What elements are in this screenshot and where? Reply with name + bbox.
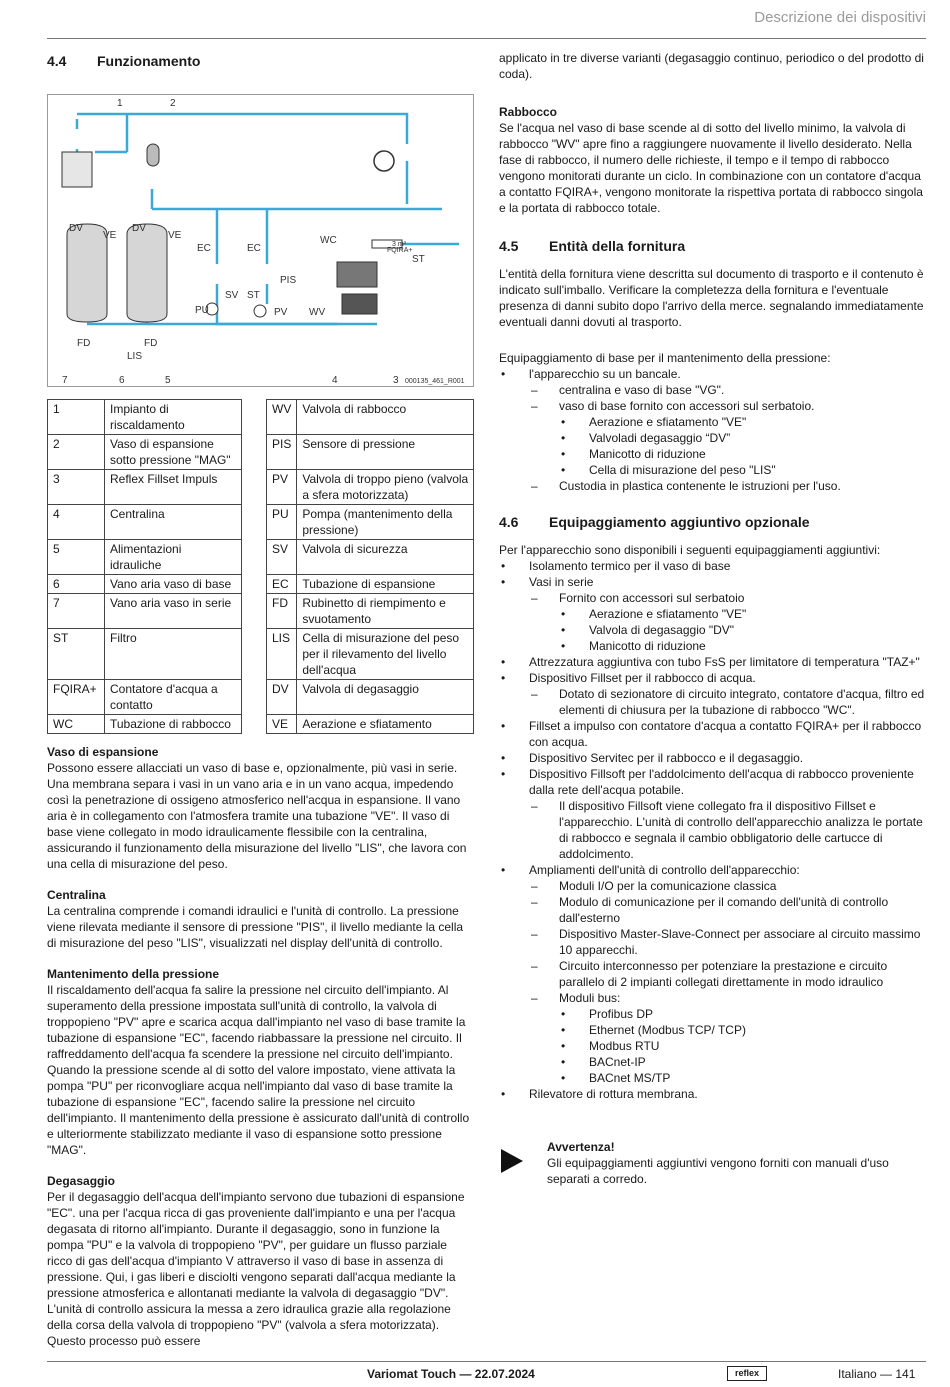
- reflex-logo: reflex: [727, 1366, 767, 1381]
- list-item: • Dispositivo Fillset per il rabbocco di acqua.: [499, 670, 929, 686]
- section-4-5-heading: [499, 238, 929, 254]
- section-number: 4.4: [47, 53, 67, 69]
- legend-row: [48, 594, 474, 629]
- legend-gap: [242, 435, 267, 470]
- header-divider: [47, 38, 926, 39]
- svg-text:DV: DV: [132, 223, 146, 234]
- svg-text:000135_461_R001: 000135_461_R001: [405, 378, 465, 385]
- rabbocco-paragraph: Se l'acqua nel vaso di base scende al di sotto del livello minimo, la valvola di rabbocco "WV" apre fino a raggiungere nuovamente il livello desiderato. Nella fase di rabbocco, il numero delle richieste, il tempo e il tempo di rabbocco vengono monitorati durante un ciclo. In combinazione con un contatore d'acqua a contatto FQIRA+, vengono monitorate la rispettiva portata di rabbocco singola e la portata di rabbocco totale.: [499, 121, 923, 215]
- list-item: – centralina e vaso di base "VG".: [499, 382, 929, 398]
- list-item: • Aerazione e sfiatamento "VE": [499, 606, 929, 622]
- legend-cell: Filtro: [105, 629, 242, 680]
- legend-cell: Vaso di espansione sotto pressione "MAG": [105, 435, 242, 470]
- list-item: • Modbus RTU: [499, 1038, 929, 1054]
- warning-title: Avvertenza!: [547, 1140, 615, 1154]
- list-item: • Valvoladi degasaggio “DV”: [499, 430, 929, 446]
- list-item: – Dotato di sezionatore di circuito integrato, contatore d'acqua, filtro ed elementi di chiusura per la tubazione di rabbocco "WC".: [499, 686, 929, 718]
- footer-title: Variomat Touch — 22.07.2024: [367, 1367, 535, 1381]
- list-item: • Aerazione e sfiatamento "VE": [499, 414, 929, 430]
- list-item: • Cella di misurazione del peso "LIS": [499, 462, 929, 478]
- legend-cell: 7: [48, 594, 105, 629]
- left-column: [47, 744, 475, 1364]
- legend-gap: [242, 575, 267, 594]
- legend-cell: Impianto di riscaldamento: [105, 400, 242, 435]
- legend-cell: PU: [267, 505, 297, 540]
- legend-gap: [242, 680, 267, 715]
- legend-cell: Cella di misurazione del peso per il rilevamento del livello dell'acqua: [297, 629, 474, 680]
- legend-cell: Centralina: [105, 505, 242, 540]
- list-item: • BACnet MS/TP: [499, 1070, 929, 1086]
- legend-cell: Vano aria vaso di base: [105, 575, 242, 594]
- list-item: • Isolamento termico per il vaso di base: [499, 558, 929, 574]
- svg-text:VE: VE: [168, 230, 182, 241]
- legend-cell: Aerazione e sfiatamento: [297, 715, 474, 734]
- legend-cell: Valvola di troppo pieno (valvola a sfera motorizzata): [297, 470, 474, 505]
- legend-cell: 3: [48, 470, 105, 505]
- svg-text:FD: FD: [144, 338, 158, 349]
- legend-cell: Sensore di pressione: [297, 435, 474, 470]
- legend-gap: [242, 715, 267, 734]
- equip-intro: Equipaggiamento di base per il mantenimento della pressione:: [499, 351, 831, 365]
- svg-text:EC: EC: [247, 243, 261, 254]
- svg-text:3: 3: [393, 375, 399, 386]
- svg-text:WC: WC: [320, 235, 337, 246]
- legend-cell: 1: [48, 400, 105, 435]
- hydraulic-diagram: [47, 94, 474, 387]
- legend-cell: Valvola di sicurezza: [297, 540, 474, 575]
- legend-gap: [242, 400, 267, 435]
- continuation-paragraph: applicato in tre diverse varianti (degasaggio continuo, periodico o del prodotto di coda).: [499, 51, 924, 81]
- centralina-heading: Centralina: [47, 888, 106, 902]
- list-item: – Circuito interconnesso per potenziare la prestazione e circuito parallelo di 2 impianti collegati direttamente in modo idraulico: [499, 958, 929, 990]
- svg-text:LIS: LIS: [127, 351, 143, 362]
- warning-text: Gli equipaggiamenti aggiuntivi vengono forniti con manuali d'uso separati a corredo.: [547, 1156, 889, 1186]
- legend-gap: [242, 470, 267, 505]
- fornitura-paragraph: L'entità della fornitura viene descritta sul documento di trasporto e il contenuto è indicato sull'imballo. Verificare la completezza della fornitura e l'eventuale presenza di danni subito dopo l'arrivo della merce. segnalando immediatamente eventuali danni dovuti al trasporto.: [499, 267, 924, 329]
- list-item: • Vasi in serie: [499, 574, 929, 590]
- section-number: 4.5: [499, 238, 519, 254]
- svg-text:PU: PU: [195, 305, 209, 316]
- list-item: – vaso di base fornito con accessori sul serbatoio.: [499, 398, 929, 414]
- legend-row: [48, 505, 474, 540]
- legend-cell: FQIRA+: [48, 680, 105, 715]
- legend-cell: Valvola di rabbocco: [297, 400, 474, 435]
- legend-cell: 4: [48, 505, 105, 540]
- legend-row: [48, 715, 474, 734]
- svg-text:DV: DV: [69, 223, 83, 234]
- rabbocco-heading: Rabbocco: [499, 105, 558, 119]
- list-item: • Dispositivo Fillsoft per l'addolcimento dell'acqua di rabbocco proveniente dalla rete dell'acqua potabile.: [499, 766, 929, 798]
- svg-text:5: 5: [165, 375, 171, 386]
- section-4-4-heading: [47, 53, 473, 69]
- svg-text:1: 1: [117, 98, 123, 109]
- legend-cell: Tubazione di rabbocco: [105, 715, 242, 734]
- legend-gap: [242, 505, 267, 540]
- svg-text:7: 7: [62, 375, 68, 386]
- footer-page: Italiano — 141: [838, 1367, 916, 1381]
- svg-text:ST: ST: [247, 290, 260, 301]
- legend-cell: Tubazione di espansione: [297, 575, 474, 594]
- legend-cell: VE: [267, 715, 297, 734]
- list-item: – Fornito con accessori sul serbatoio: [499, 590, 929, 606]
- legend-row: [48, 435, 474, 470]
- legend-cell: Pompa (mantenimento della pressione): [297, 505, 474, 540]
- list-item: • Manicotto di riduzione: [499, 638, 929, 654]
- warning-arrow-icon: [501, 1149, 523, 1173]
- svg-text:SV: SV: [225, 290, 239, 301]
- degasaggio-heading: Degasaggio: [47, 1174, 116, 1188]
- equip-list: [499, 366, 929, 494]
- legend-gap: [242, 594, 267, 629]
- vaso-paragraph: Possono essere allacciati un vaso di base e, opzionalmente, più vasi in serie. Una membrana separa i vasi in un vano aria e in un vano acqua, impedendo così la penetrazione di ossigeno atmosferico nell'acqua in espansione. Il vano aria è in collegamento con l'atmosfera tramite una tubazione "VE". Il vaso di base viene collegato in modo idraulicamente flessibile con la centralina, assicurando il funzionamento della misurazione del livello "LIS", che lavora con una cella di misurazione del peso.: [47, 761, 467, 871]
- legend-cell: Alimentazioni idrauliche: [105, 540, 242, 575]
- svg-text:ST: ST: [412, 254, 425, 265]
- section-4-6-heading: [499, 514, 929, 530]
- list-item: • Rilevatore di rottura membrana.: [499, 1086, 929, 1102]
- svg-text:PV: PV: [274, 307, 288, 318]
- degasaggio-paragraph: Per il degasaggio dell'acqua dell'impianto servono due tubazioni di espansione "EC". una per l'acqua ricca di gas proveniente dall'impianto e una per l'acqua degasata di ritorno all'impianto. Durante il degasaggio, sono in funzione la pompa "PU" e la valvola di troppopieno "PV", per guidare un flusso parziale ricco di gas dell'acqua d'impianto V attraverso il vaso di base in assenza di pressione. Qui, i gas liberi e disciolti vengono separati dall'acqua mediante la pressione atmosferica e allontanati mediante la valvola di degasaggio "DV". L'unità di controllo assicura la messa a zero idraulica grazie alla regolazione della corsa della valvola di troppopieno "PV" (valvola a sfera motorizzata). Questo processo può essere: [47, 1190, 465, 1348]
- svg-text:6: 6: [119, 375, 125, 386]
- opt-list: [499, 558, 929, 1102]
- legend-cell: FD: [267, 594, 297, 629]
- legend-row: [48, 540, 474, 575]
- opt-intro: Per l'apparecchio sono disponibili i seguenti equipaggiamenti aggiuntivi:: [499, 543, 881, 557]
- list-item: – Moduli bus:: [499, 990, 929, 1006]
- section-title: Funzionamento: [97, 53, 201, 69]
- legend-table: [47, 399, 474, 734]
- svg-text:2: 2: [170, 98, 176, 109]
- mantenimento-paragraph: Il riscaldamento dell'acqua fa salire la pressione nel circuito dell'impianto. Al superamento della pressione impostata sull'unità di controllo, la valvola di troppopieno "PV" apre e scarica acqua dall'impianto nel vaso di base tramite la tubazione di espansione "EC", facendo riabbassare la pressione nel circuito. Il raffreddamento dell'acqua fa scendere la pressione nel circuito dell'impianto. Quando la pressione scende al di sotto del valore impostato, viene attivata la pompa "PU" per riconvogliare acqua nell'impianto dal vaso di base tramite la tubazione di espansione "EC", facendo salire la pressione nel circuito dell'impianto. Il mantenimento della pressione è assicurato dall'unità di controllo e ulteriormente stabilizzato mediante il vaso di espansione sotto pressione "MAG".: [47, 983, 470, 1157]
- list-item: – Moduli I/O per la comunicazione classica: [499, 878, 929, 894]
- legend-row: [48, 629, 474, 680]
- svg-text:FD: FD: [77, 338, 91, 349]
- list-item: • l'apparecchio su un bancale.: [499, 366, 929, 382]
- list-item: • Profibus DP: [499, 1006, 929, 1022]
- page-header: Descrizione dei dispositivi: [754, 9, 926, 26]
- centralina-paragraph: La centralina comprende i comandi idraulici e l'unità di controllo. La pressione viene rilevata mediante il sensore di pressione "PIS", il livello mediante la cella di misurazione del peso "LIS", visualizzati nel display dell'unità di controllo.: [47, 904, 464, 950]
- section-number: 4.6: [499, 514, 519, 530]
- list-item: – Custodia in plastica contenente le istruzioni per l'uso.: [499, 478, 929, 494]
- legend-row: [48, 470, 474, 505]
- list-item: – Dispositivo Master-Slave-Connect per associare al circuito massimo 10 apparecchi.: [499, 926, 929, 958]
- legend-cell: SV: [267, 540, 297, 575]
- svg-text:VE: VE: [103, 230, 117, 241]
- legend-cell: WC: [48, 715, 105, 734]
- legend-cell: PV: [267, 470, 297, 505]
- warning-box: [499, 1139, 929, 1187]
- legend-cell: DV: [267, 680, 297, 715]
- right-column: [499, 50, 929, 1102]
- legend-row: [48, 575, 474, 594]
- section-title: Entità della fornitura: [549, 238, 686, 254]
- legend-cell: EC: [267, 575, 297, 594]
- list-item: • BACnet-IP: [499, 1054, 929, 1070]
- list-item: • Valvola di degasaggio "DV": [499, 622, 929, 638]
- list-item: • Dispositivo Servitec per il rabbocco e il degasaggio.: [499, 750, 929, 766]
- list-item: • Fillset a impulso con contatore d'acqua a contatto FQIRA+ per il rabbocco con acqua.: [499, 718, 929, 750]
- footer-divider: [47, 1361, 926, 1362]
- legend-cell: Rubinetto di riempimento e svuotamento: [297, 594, 474, 629]
- legend-row: [48, 400, 474, 435]
- legend-row: [48, 680, 474, 715]
- legend-cell: Contatore d'acqua a contatto: [105, 680, 242, 715]
- svg-text:WV: WV: [309, 307, 326, 318]
- legend-gap: [242, 540, 267, 575]
- svg-text:PIS: PIS: [280, 275, 297, 286]
- svg-text:3 m³: 3 m³: [392, 241, 406, 248]
- list-item: • Attrezzatura aggiuntiva con tubo FsS per limitatore di temperatura "TAZ+": [499, 654, 929, 670]
- legend-cell: Vano aria vaso in serie: [105, 594, 242, 629]
- mantenimento-heading: Mantenimento della pressione: [47, 967, 220, 981]
- legend-cell: WV: [267, 400, 297, 435]
- legend-cell: LIS: [267, 629, 297, 680]
- list-item: • Ampliamenti dell'unità di controllo dell'apparecchio:: [499, 862, 929, 878]
- list-item: – Modulo di comunicazione per il comando dell'unità di controllo dall'esterno: [499, 894, 929, 926]
- list-item: • Manicotto di riduzione: [499, 446, 929, 462]
- legend-gap: [242, 629, 267, 680]
- legend-cell: 2: [48, 435, 105, 470]
- list-item: • Ethernet (Modbus TCP/ TCP): [499, 1022, 929, 1038]
- legend-cell: PIS: [267, 435, 297, 470]
- legend-cell: 6: [48, 575, 105, 594]
- svg-text:FQIRA+: FQIRA+: [387, 247, 413, 254]
- vaso-heading: Vaso di espansione: [47, 745, 159, 759]
- legend-cell: 5: [48, 540, 105, 575]
- legend-cell: ST: [48, 629, 105, 680]
- svg-text:4: 4: [332, 375, 338, 386]
- legend-cell: Reflex Fillset Impuls: [105, 470, 242, 505]
- section-title: Equipaggiamento aggiuntivo opzionale: [549, 514, 810, 530]
- svg-text:EC: EC: [197, 243, 211, 254]
- legend-cell: Valvola di degasaggio: [297, 680, 474, 715]
- list-item: – Il dispositivo Fillsoft viene collegato fra il dispositivo Fillset e l'apparecchio. L'unità di controllo dell'apparecchio analizza le portate di rabbocco e segnala il cambio obbligatorio delle cartucce di addolcimento.: [499, 798, 929, 862]
